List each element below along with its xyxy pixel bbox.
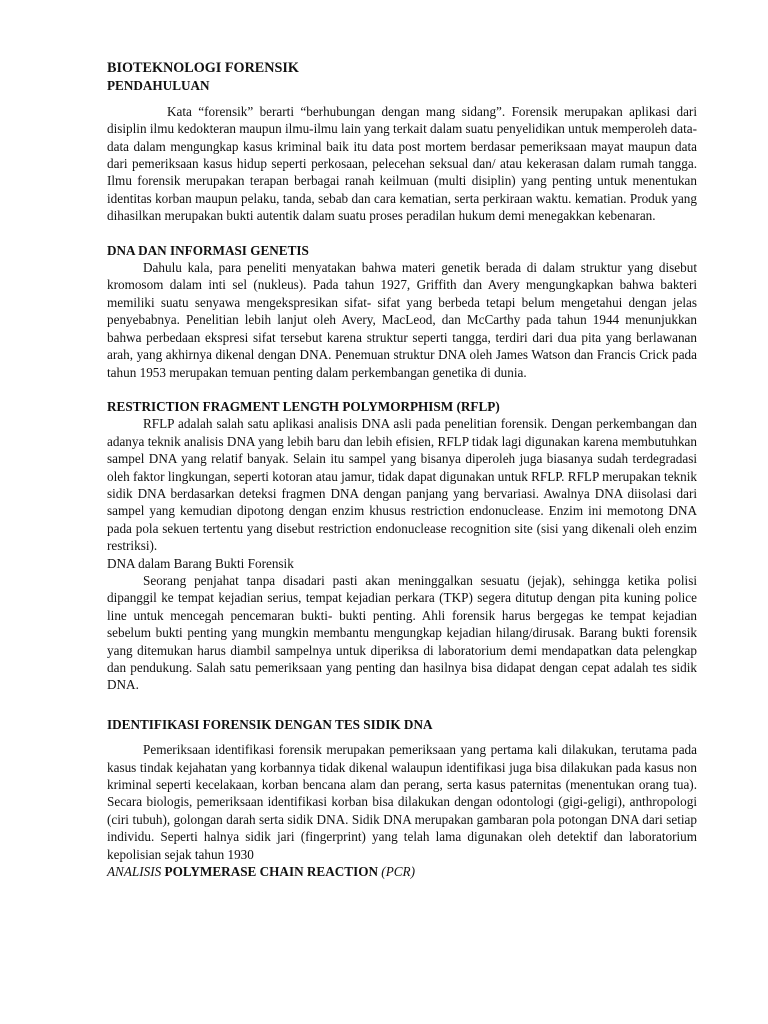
paragraph-dna-barang-bukti: Seorang penjahat tanpa disadari pasti akan meninggalkan sesuatu (jejak), sehingga ketika polisi dipanggil ke tempat kejadian serius, tempat kejadian perkara (TKP) segera ditutup dengan pita kuning police line untuk mencegah pencemaran bukti- bukti penting. Ahli forensik harus bergegas ke tempat kejadian sebelum bukti penting yang mungkin membantu mengungkap kejadian hilang/dirusak. Barang bukti forensik yang ditemukan harus diambil sampelnya untuk diperiksa di laboratorium demi mendapatkan data pelengkap dan pendukung. Salah satu pemeriksaan yang penting dan hasilnya bisa didapat dengan cepat adalah tes sidik DNA. [107,572,697,693]
heading-pcr-suffix: (PCR) [381,864,415,880]
heading-dna-informasi-genetis: DNA DAN INFORMASI GENETIS [107,242,309,258]
subheading-dna-barang-bukti: DNA dalam Barang Bukti Forensik [107,555,294,571]
paragraph-dna-informasi-genetis: Dahulu kala, para peneliti menyatakan bahwa materi genetik berada di dalam struktur yang disebut kromosom dalam inti sel (nukleus). Pada tahun 1927, Griffith dan Avery mengungkapkan bahwa bakteri memiliki suatu senyawa mengekspresikan sifat- sifat yang berbeda tetapi belum mengetahui dengan jelas penyebabnya. Penelitian lebih lanjut oleh Avery, MacLeod, dan McCarthy pada tahun 1944 menunjukkan bahwa perbedaan ekspresi sifat tersebut karena struktur seperti tangga, terdiri dari dua pita yang berlawanan arah, yang akhirnya dikenal dengan DNA. Penemuan struktur DNA oleh James Watson dan Francis Crick pada tahun 1953 merupakan temuan penting dalam perkembangan genetika di dunia. [107,260,697,380]
document-body [107,60,697,880]
paragraph-pendahuluan: Kata “forensik” berarti “berhubungan dengan mang sidang”. Forensik merupakan aplikasi dari disiplin ilmu kedokteran maupun ilmu-ilmu lain yang terkait dalam suatu penyelidikan untuk memperoleh data-data dalam mengungkap kasus kriminal baik itu data post mortem berdasar pemeriksaan mayat maupun data dari pemeriksaan kasus hidup seperti perkosaan, pelecehan seksual dan/ atau kekerasan dalam rumah tangga. Ilmu forensik merupakan terapan berbagai ranah keilmuan (multi disiplin) yang penting untuk menentukan identitas korban maupun pelaku, tanda, sebab dan cara kematian, serta perkiraan waktu. kematian. Produk yang dihasilkan merupakan bukti autentik dalam suatu proses peradilan hukum demi menegakkan kebenaran. [107,103,697,224]
paragraph-identifikasi-forensik: Pemeriksaan identifikasi forensik merupakan pemeriksaan yang pertama kali dilakukan, terutama pada kasus tindak kejahatan yang korbannya tidak dikenal walaupun identifikasi juga bisa dilakukan pada kasus non kriminal seperti kecelakaan, korban bencana alam dan perang, serta kasus paternitas (menentukan orang tua). Secara biologis, pemeriksaan identifikasi korban bisa dilakukan dengan odontologi (gigi-geligi), anthropologi (ciri tubuh), golongan darah serta sidik DNA. Sidik DNA merupakan gambaran pola potongan DNA dari setiap individu. Seperti halnya sidik jari (fingerprint) yang telah lama digunakan oleh detektif dan laboratorium kepolisian sejak tahun 1930 [107,742,697,862]
heading-pendahuluan: PENDAHULUAN [107,78,210,94]
heading-rflp: RESTRICTION FRAGMENT LENGTH POLYMORPHISM (RFLP) [107,398,500,414]
heading-pcr-main: POLYMERASE CHAIN REACTION [164,864,378,880]
heading-identifikasi-forensik: IDENTIFIKASI FORENSIK DENGAN TES SIDIK DNA [107,716,433,732]
paragraph-rflp: RFLP adalah salah satu aplikasi analisis DNA asli pada penelitian forensik. Dengan perkembangan dan adanya teknik analisis DNA yang lebih baru dan lebih efisien, RFLP tidak lagi digunakan karena membutuhkan sampel DNA yang relatif banyak. Selain itu sampel yang bisanya diperoleh juga biasanya sudah terdegradasi oleh faktor lingkungan, seperti kotoran atau jamur, tidak dapat digunakan untuk RFLP. RFLP merupakan teknik sidik DNA berdasarkan deteksi fragmen DNA dengan panjang yang bervariasi. Awalnya DNA diisolasi dari sampel yang kemudian dipotong dengan enzim khusus restriction endonuclease. Enzim ini memotong DNA pada pola sekuen tertentu yang disebut restriction endonuclease recognition site (sisi yang dikenali oleh enzim restriksi). [107,416,697,554]
document-title: BIOTEKNOLOGI FORENSIK [107,60,299,76]
heading-pcr [107,863,697,880]
heading-pcr-prefix: ANALISIS [107,864,162,880]
